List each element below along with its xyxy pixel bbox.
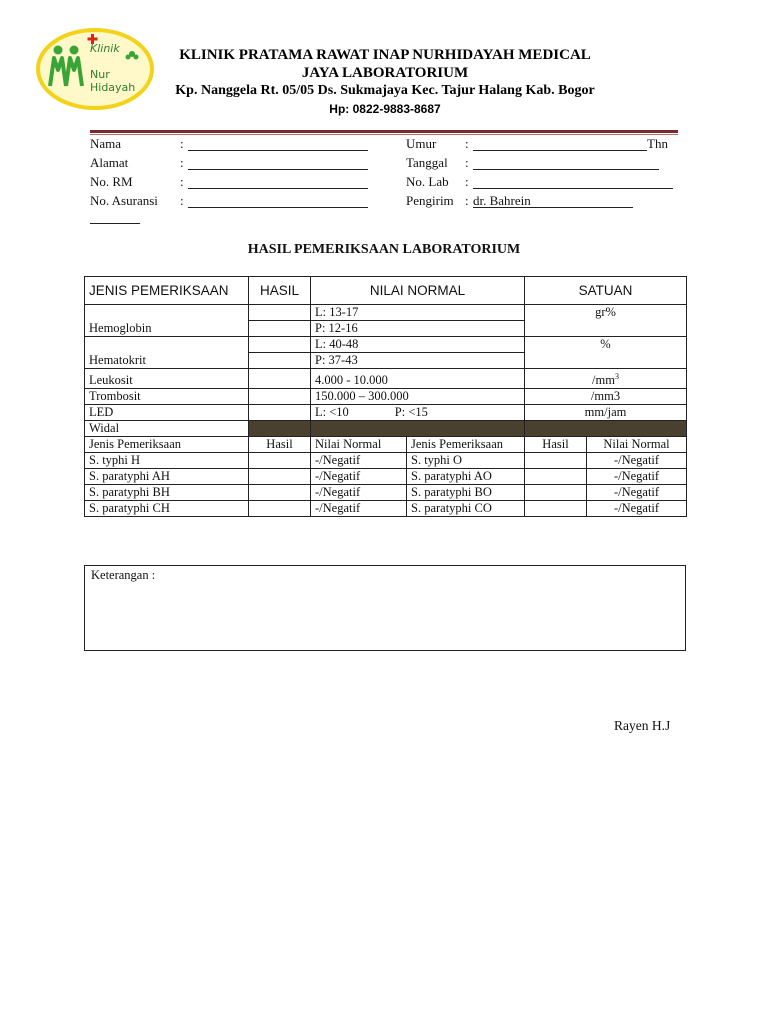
nama-label: Nama — [90, 136, 122, 151]
clinic-address: Kp. Nanggela Rt. 05/05 Ds. Sukmajaya Kec. Tajur Halang Kab. Bogor — [175, 83, 595, 98]
pengirim-field[interactable] — [473, 194, 633, 208]
alamat-field[interactable] — [188, 156, 368, 170]
hemoglobin-unit: gr% — [525, 305, 687, 337]
header-satuan: SATUAN — [525, 277, 687, 305]
trombosit-hasil[interactable] — [249, 389, 311, 405]
widal-test-left: S. paratyphi BH — [85, 485, 249, 501]
widal-test-right: S. paratyphi AO — [407, 469, 525, 485]
colon: : — [465, 155, 469, 170]
logo-text-2: Nur Hidayah — [90, 68, 136, 94]
widal-hasil-left[interactable] — [249, 485, 311, 501]
umur-unit: Thn — [647, 136, 668, 151]
leukosit-unit-base: /mm — [592, 373, 615, 388]
led-normal-p: P: <15 — [394, 405, 428, 420]
alamat-label: Alamat — [90, 155, 129, 170]
hematokrit-hasil-l[interactable] — [249, 337, 311, 353]
widal-fill — [311, 421, 525, 437]
hematokrit-normal-p: P: 37-43 — [311, 353, 525, 369]
led-normal — [311, 405, 525, 421]
widal-normal-left: -/Negatif — [311, 501, 407, 517]
keterangan-box[interactable] — [84, 565, 686, 651]
no-rm-field[interactable] — [188, 175, 368, 189]
widal-test-right: S. paratyphi CO — [407, 501, 525, 517]
widal-test-left: S. paratyphi CH — [85, 501, 249, 517]
umur-label: Umur — [406, 136, 437, 151]
widal-normal-left: -/Negatif — [311, 469, 407, 485]
widal-header-normal-2: Nilai Normal — [587, 437, 687, 453]
widal-hasil-right[interactable] — [525, 501, 587, 517]
widal-hasil-right[interactable] — [525, 453, 587, 469]
widal-header-normal: Nilai Normal — [311, 437, 407, 453]
tanggal-field[interactable] — [473, 156, 659, 170]
colon: : — [465, 174, 469, 189]
widal-header-hasil-2: Hasil — [525, 437, 587, 453]
widal-label: Widal — [85, 421, 249, 437]
hemoglobin-hasil-l[interactable] — [249, 305, 311, 321]
widal-hasil-left[interactable] — [249, 469, 311, 485]
tanggal-label: Tanggal — [406, 155, 448, 170]
hematokrit-hasil-p[interactable] — [249, 353, 311, 369]
no-lab-field[interactable] — [473, 175, 673, 189]
keterangan-label: Keterangan : — [91, 568, 156, 582]
widal-header-jenis: Jenis Pemeriksaan — [85, 437, 249, 453]
pengirim-label: Pengirim — [406, 193, 454, 208]
trombosit-unit: /mm3 — [525, 389, 687, 405]
leukosit-label: Leukosit — [85, 369, 249, 389]
lab-results-table — [84, 276, 687, 517]
leukosit-hasil[interactable] — [249, 369, 311, 389]
widal-test-left: S. typhi H — [85, 453, 249, 469]
widal-test-right: S. typhi O — [407, 453, 525, 469]
header-divider — [90, 130, 678, 133]
widal-normal-right: -/Negatif — [587, 469, 687, 485]
hematokrit-unit: % — [525, 337, 687, 369]
no-lab-label: No. Lab — [406, 174, 449, 189]
widal-hasil-right[interactable] — [525, 469, 587, 485]
led-unit: mm/jam — [525, 405, 687, 421]
hematokrit-label: Hematokrit — [85, 337, 249, 369]
widal-header-hasil: Hasil — [249, 437, 311, 453]
hematokrit-normal-l: L: 40-48 — [311, 337, 525, 353]
widal-normal-left: -/Negatif — [311, 453, 407, 469]
clinic-logo — [36, 28, 154, 110]
signature-name: Rayen H.J — [614, 718, 671, 733]
section-title: HASIL PEMERIKSAAN LABORATORIUM — [247, 242, 521, 257]
nama-field[interactable] — [188, 137, 368, 151]
widal-normal-right: -/Negatif — [587, 453, 687, 469]
leukosit-unit-sup: 3 — [614, 372, 619, 381]
clinic-phone: Hp: 0822-9883-8687 — [329, 102, 441, 116]
clinic-name: KLINIK PRATAMA RAWAT INAP NURHIDAYAH MEDICAL — [179, 47, 591, 63]
logo-text-1: Klinik — [90, 42, 120, 55]
header-hasil: HASIL — [249, 277, 311, 305]
umur-field[interactable] — [473, 137, 647, 151]
colon: : — [465, 193, 469, 208]
colon: : — [180, 193, 184, 208]
hemoglobin-normal-p: P: 12-16 — [311, 321, 525, 337]
colon: : — [180, 136, 184, 151]
widal-fill — [525, 421, 687, 437]
no-asuransi-label: No. Asuransi — [90, 193, 158, 208]
led-label: LED — [85, 405, 249, 421]
header-nilai-normal: NILAI NORMAL — [311, 277, 525, 305]
widal-test-right: S. paratyphi BO — [407, 485, 525, 501]
colon: : — [465, 136, 469, 151]
no-asuransi-field-continuation — [90, 210, 140, 224]
hemoglobin-label: Hemoglobin — [85, 305, 249, 337]
led-normal-l: L: <10 — [315, 405, 349, 420]
colon: : — [180, 174, 184, 189]
widal-normal-right: -/Negatif — [587, 501, 687, 517]
widal-test-left: S. paratyphi AH — [85, 469, 249, 485]
colon: : — [180, 155, 184, 170]
trombosit-normal: 150.000 – 300.000 — [311, 389, 525, 405]
no-rm-label: No. RM — [90, 174, 133, 189]
hemoglobin-hasil-p[interactable] — [249, 321, 311, 337]
header-jenis: JENIS PEMERIKSAAN — [85, 277, 249, 305]
clinic-subtitle: JAYA LABORATORIUM — [301, 65, 469, 81]
widal-normal-right: -/Negatif — [587, 485, 687, 501]
led-hasil[interactable] — [249, 405, 311, 421]
widal-normal-left: -/Negatif — [311, 485, 407, 501]
widal-hasil-left[interactable] — [249, 453, 311, 469]
leukosit-unit — [525, 369, 687, 389]
widal-header-jenis-2: Jenis Pemeriksaan — [407, 437, 525, 453]
no-asuransi-field[interactable] — [188, 194, 368, 208]
widal-hasil-left[interactable] — [249, 501, 311, 517]
widal-hasil-right[interactable] — [525, 485, 587, 501]
leukosit-normal: 4.000 - 10.000 — [311, 369, 525, 389]
trombosit-label: Trombosit — [85, 389, 249, 405]
hemoglobin-normal-l: L: 13-17 — [311, 305, 525, 321]
widal-fill — [249, 421, 311, 437]
pengirim-value: dr. Bahrein — [473, 193, 531, 208]
header-divider-thin — [90, 134, 678, 135]
